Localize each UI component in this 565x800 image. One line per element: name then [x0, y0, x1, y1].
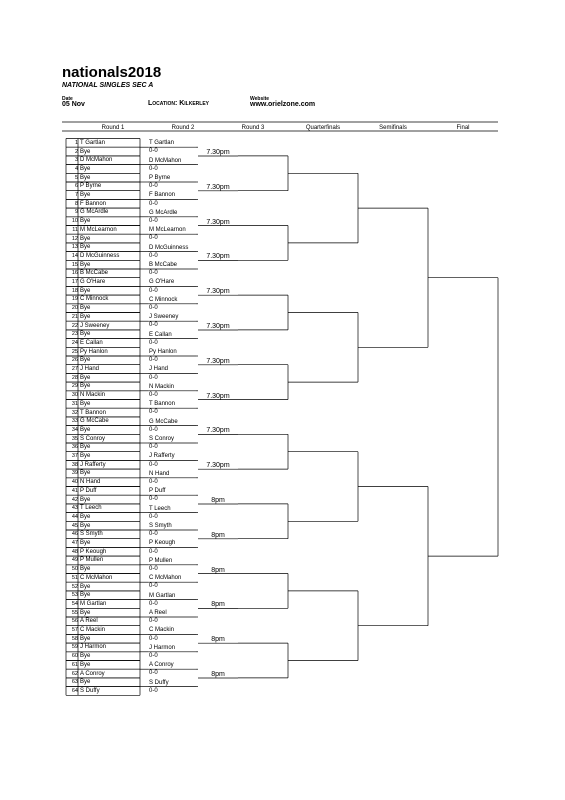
round1-player: Bye — [80, 374, 91, 381]
round1-player: P Keough — [80, 548, 107, 555]
seed-number: 17 — [71, 279, 78, 285]
seed-number: 37 — [71, 453, 78, 459]
round2-player: T Gartlan — [149, 140, 174, 147]
round2-player: D McGuinness — [149, 244, 189, 251]
round2-player: C McMahon — [149, 575, 182, 582]
match-time: 7.30pm — [206, 462, 230, 470]
round2-score: 0-0 — [149, 426, 158, 433]
website-value: www.orielzone.com — [250, 101, 316, 108]
round2-score: 0-0 — [149, 409, 158, 416]
seed-number: 49 — [71, 557, 78, 564]
round2-score: 0-0 — [149, 461, 158, 468]
round1-player: D McGuinness — [80, 252, 120, 259]
round2-player: M Gartlan — [149, 592, 176, 599]
round2-player: T Bannon — [149, 401, 175, 408]
round1-player: Bye — [80, 679, 91, 686]
round2-player: T Leech — [149, 505, 171, 512]
round1-player: Bye — [80, 522, 91, 529]
round1-player: F Bannon — [80, 200, 107, 207]
seed-number: 42 — [71, 496, 78, 503]
round1-player: N Mackin — [80, 392, 106, 399]
round2-score: 0-0 — [149, 513, 158, 520]
round2-player: P Byrne — [149, 175, 171, 181]
round2-player: F Bannon — [149, 192, 176, 199]
seed-number: 60 — [71, 653, 78, 660]
round2-player: C Minnock — [149, 296, 178, 303]
round2-player: C Mackin — [149, 627, 175, 634]
seed-number: 59 — [71, 644, 78, 651]
seed-number: 33 — [71, 418, 78, 425]
seed-number: 57 — [71, 627, 78, 633]
round2-score: 0-0 — [149, 287, 158, 294]
seed-number: 12 — [71, 235, 78, 242]
round2-score: 0-0 — [149, 687, 158, 694]
seed-number: 36 — [71, 444, 78, 451]
round2-player: P Duff — [149, 488, 166, 495]
seed-number: 43 — [71, 505, 78, 512]
seed-number: 14 — [71, 252, 78, 259]
round1-player: Bye — [80, 192, 91, 198]
round1-player: Bye — [80, 566, 91, 573]
round1-player: Bye — [80, 287, 91, 294]
round2-player: S Duffy — [149, 679, 169, 686]
round1-player: Bye — [80, 383, 91, 390]
match-time: 8pm — [211, 566, 225, 574]
round1-player: D McMahon — [80, 157, 113, 164]
round2-score: 0-0 — [149, 322, 158, 329]
match-time: 7.30pm — [206, 392, 230, 400]
round1-player: Bye — [80, 331, 91, 338]
seed-number: 5 — [74, 174, 78, 181]
round2-score: 0-0 — [149, 670, 158, 677]
match-time: 7.30pm — [206, 218, 230, 226]
seed-number: 23 — [71, 331, 78, 338]
round2-score: 0-0 — [149, 357, 158, 364]
round2-player: J Hand — [149, 366, 169, 373]
round2-score: 0-0 — [149, 252, 158, 259]
seed-number: 46 — [71, 531, 78, 538]
round2-score: 0-0 — [149, 270, 158, 277]
seed-number: 22 — [71, 322, 78, 329]
seed-number: 9 — [74, 209, 78, 216]
round2-score: 0-0 — [149, 200, 158, 207]
location-value: Location: Kilkerley — [148, 100, 210, 107]
seed-number: 29 — [71, 383, 78, 390]
seed-number: 40 — [71, 479, 78, 486]
seed-number: 3 — [74, 157, 78, 164]
round2-score: 0-0 — [149, 583, 158, 590]
page-subtitle: NATIONAL SINGLES SEC A — [62, 82, 154, 89]
round1-player: Bye — [80, 400, 91, 407]
round1-player: Bye — [80, 653, 91, 660]
seed-number: 7 — [74, 192, 78, 198]
round1-player: N Hand — [80, 479, 101, 486]
round2-score: 0-0 — [149, 374, 158, 381]
round2-score: 0-0 — [149, 653, 158, 659]
seed-number: 47 — [71, 540, 78, 546]
seed-number: 21 — [71, 313, 78, 320]
seed-number: 24 — [71, 339, 78, 346]
website-label: Website — [250, 96, 270, 102]
round1-player: C Mackin — [80, 627, 106, 633]
seed-number: 19 — [71, 296, 78, 303]
round1-player: P Mullen — [80, 557, 104, 564]
seed-number: 50 — [71, 566, 78, 573]
date-label: Date — [62, 96, 73, 102]
round2-player: G McArdle — [149, 209, 178, 216]
seed-number: 35 — [71, 435, 78, 442]
round-header: Round 1 — [101, 125, 125, 131]
seed-number: 20 — [71, 305, 78, 312]
round1-player: J Sweeney — [80, 322, 110, 329]
round1-player: B McCabe — [80, 270, 109, 277]
round1-player: C McMahon — [80, 574, 113, 581]
seed-number: 25 — [71, 348, 78, 355]
seed-number: 52 — [71, 583, 78, 590]
round-header: Final — [456, 125, 470, 131]
page-title: nationals2018 — [62, 64, 162, 81]
round1-player: C Minnock — [80, 296, 109, 303]
round2-player: A Reel — [149, 610, 167, 616]
round1-player: P Duff — [80, 487, 97, 494]
round2-player: E Callan — [149, 331, 172, 338]
seed-number: 32 — [71, 409, 78, 416]
round1-player: G McCabe — [80, 418, 109, 425]
round2-player: B McCabe — [149, 262, 178, 268]
round2-score: 0-0 — [149, 339, 158, 346]
round2-score: 0-0 — [149, 392, 158, 398]
match-time: 7.30pm — [206, 183, 230, 191]
round1-player: Py Hanlon — [80, 348, 108, 355]
round1-player: Bye — [80, 148, 91, 155]
seed-number: 54 — [71, 600, 78, 607]
match-time: 8pm — [211, 601, 225, 609]
seed-number: 55 — [71, 609, 78, 616]
round1-player: Bye — [80, 453, 91, 459]
round1-player: Bye — [80, 218, 91, 225]
round1-player: Bye — [80, 444, 91, 451]
round1-player: T Bannon — [80, 409, 106, 416]
round2-score: 0-0 — [149, 148, 158, 155]
round1-player: J Harmon — [80, 644, 107, 651]
round2-score: 0-0 — [149, 600, 158, 607]
round1-player: J Hand — [80, 366, 100, 372]
round1-player: A Reel — [80, 618, 98, 625]
round2-player: A Conroy — [149, 662, 174, 669]
seed-number: 45 — [71, 522, 78, 529]
round2-player: Py Hanlon — [149, 349, 177, 355]
round2-player: J Sweeney — [149, 314, 179, 321]
seed-number: 11 — [72, 226, 78, 233]
round1-player: M Gartlan — [80, 600, 107, 607]
round2-player: J Rafferty — [149, 453, 175, 460]
seed-number: 18 — [71, 287, 78, 294]
round-header: Quarterfinals — [305, 125, 341, 131]
seed-number: 34 — [71, 426, 78, 433]
round1-player: S Duffy — [80, 687, 100, 694]
round1-player: J Rafferty — [80, 461, 106, 468]
round2-score: 0-0 — [149, 566, 158, 572]
match-time: 8pm — [211, 531, 225, 539]
match-time: 7.30pm — [206, 322, 230, 330]
round-header: Semifinals — [379, 125, 407, 131]
round2-score: 0-0 — [149, 235, 158, 242]
round1-player: Bye — [80, 540, 91, 546]
round2-score: 0-0 — [149, 635, 158, 642]
seed-number: 56 — [71, 618, 78, 625]
seed-number: 30 — [71, 392, 78, 399]
round2-score: 0-0 — [149, 496, 158, 503]
round2-player: N Hand — [149, 470, 170, 477]
round2-player: J Harmon — [149, 644, 176, 651]
round2-score: 0-0 — [149, 548, 158, 555]
seed-number: 16 — [71, 270, 78, 277]
seed-number: 38 — [71, 461, 78, 468]
seed-number: 48 — [71, 548, 78, 555]
round1-player: Bye — [80, 244, 91, 251]
seed-number: 44 — [71, 513, 78, 520]
seed-number: 6 — [74, 183, 78, 190]
round1-player: G McArdle — [80, 209, 109, 216]
round1-player: Bye — [80, 470, 91, 477]
round1-player: Bye — [80, 496, 91, 503]
round2-player: P Keough — [149, 540, 176, 547]
round1-player: S Smyth — [80, 531, 103, 538]
round2-score: 0-0 — [149, 479, 158, 485]
match-time: 7.30pm — [206, 427, 230, 435]
match-time: 8pm — [211, 636, 225, 644]
round2-player: D McMahon — [149, 157, 182, 164]
round1-player: G O'Hare — [80, 279, 106, 285]
match-time: 7.30pm — [206, 253, 230, 261]
round1-player: Bye — [80, 305, 91, 312]
round2-score: 0-0 — [149, 618, 158, 625]
round1-player: Bye — [80, 174, 91, 181]
round1-player: Bye — [80, 357, 91, 364]
round1-player: Bye — [80, 235, 91, 242]
round2-player: N Mackin — [149, 383, 175, 390]
seed-number: 8 — [74, 200, 78, 207]
round-header: Round 2 — [171, 125, 195, 131]
round1-player: T Gartlan — [80, 139, 105, 146]
match-time: 8pm — [211, 670, 225, 678]
seed-number: 15 — [71, 261, 78, 268]
round2-score: 0-0 — [149, 444, 158, 451]
seed-number: 1 — [74, 139, 78, 146]
round1-player: Bye — [80, 609, 91, 616]
seed-number: 63 — [71, 679, 78, 686]
round1-player: Bye — [80, 165, 91, 172]
seed-number: 31 — [71, 400, 78, 407]
round1-player: S Conroy — [80, 435, 106, 442]
round2-player: S Smyth — [149, 523, 172, 529]
round2-player: P Mullen — [149, 557, 173, 564]
seed-number: 10 — [71, 218, 78, 225]
round2-score: 0-0 — [149, 218, 158, 224]
round2-player: G O'Hare — [149, 279, 175, 286]
seed-number: 62 — [71, 670, 78, 677]
seed-number: 4 — [74, 165, 78, 172]
seed-number: 58 — [71, 635, 78, 642]
round1-player: P Byrne — [80, 183, 102, 190]
seed-number: 61 — [71, 661, 78, 668]
seed-number: 2 — [74, 148, 78, 155]
seed-number: 51 — [71, 574, 78, 581]
seed-number: 13 — [71, 244, 78, 251]
seed-number: 27 — [71, 366, 78, 372]
round2-player: M McLearnon — [149, 227, 186, 234]
round1-player: A Conroy — [80, 670, 105, 677]
seed-number: 53 — [71, 592, 78, 599]
seed-number: 26 — [71, 357, 78, 364]
match-time: 8pm — [211, 496, 225, 504]
seed-number: 39 — [71, 470, 78, 477]
round1-player: M McLearnon — [80, 226, 117, 233]
round1-player: T Leech — [80, 505, 102, 512]
round-header: Round 3 — [241, 125, 265, 131]
round1-player: Bye — [80, 513, 91, 520]
round1-player: Bye — [80, 426, 91, 433]
match-time: 7.30pm — [206, 357, 230, 365]
round2-score: 0-0 — [149, 165, 158, 172]
round1-player: Bye — [80, 583, 91, 590]
round2-player: G McCabe — [149, 418, 178, 425]
round1-player: Bye — [80, 661, 91, 668]
round2-score: 0-0 — [149, 531, 158, 538]
round2-score: 0-0 — [149, 305, 158, 311]
round1-player: Bye — [80, 261, 91, 268]
round1-player: E Callan — [80, 339, 103, 346]
round2-player: S Conroy — [149, 436, 175, 442]
round1-player: Bye — [80, 635, 91, 642]
seed-number: 64 — [71, 687, 78, 694]
round1-player: Bye — [80, 592, 91, 599]
round2-score: 0-0 — [149, 183, 158, 190]
match-time: 7.30pm — [206, 288, 230, 296]
round1-player: Bye — [80, 313, 91, 320]
date-value: 05 Nov — [62, 101, 85, 108]
match-time: 7.30pm — [206, 148, 230, 156]
seed-number: 28 — [71, 374, 78, 381]
seed-number: 41 — [71, 487, 78, 494]
